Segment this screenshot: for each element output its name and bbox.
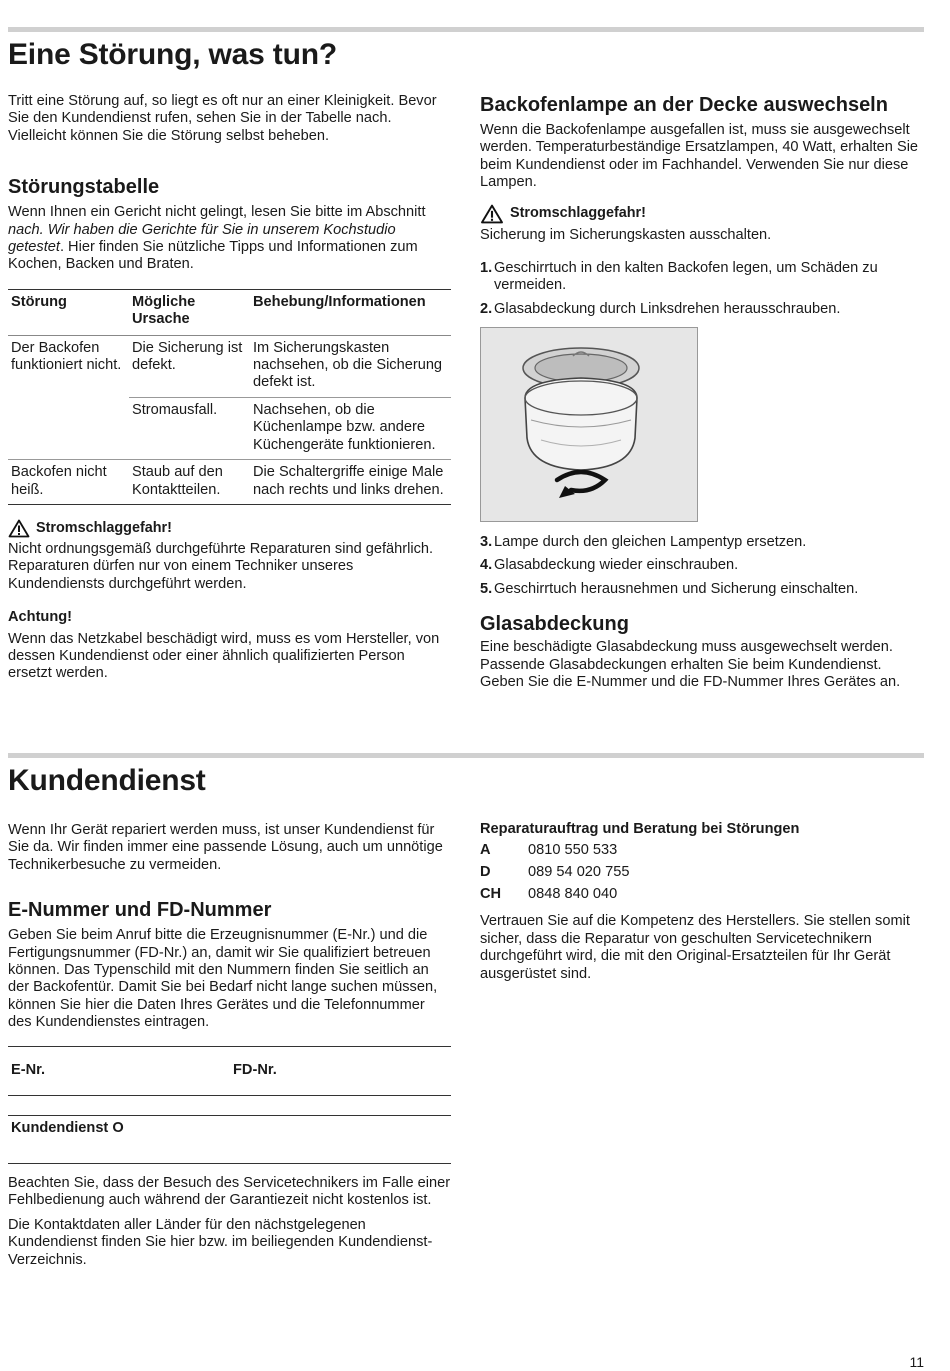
enr-title: E-Nummer und FD-Nummer <box>8 899 272 922</box>
section-rule-kundendienst <box>8 753 924 758</box>
lampe-steps-a <box>480 260 925 318</box>
table-cell-cause: Stromausfall. <box>129 397 250 459</box>
lampe-title: Backofenlampe an der Decke auswechseln <box>480 94 888 116</box>
page-number: 11 <box>909 1354 924 1370</box>
phone-country: D <box>480 864 491 881</box>
form-line-kd-bottom <box>8 1163 451 1164</box>
table-cell-fix: Im Sicherungskasten nachsehen, ob die Sicherung defekt ist. <box>250 335 451 397</box>
left-column-stoerung <box>8 93 451 683</box>
form-line-kd-top <box>8 1115 451 1116</box>
form-line-enr <box>8 1095 451 1096</box>
list-item <box>480 557 925 574</box>
warning-triangle-icon <box>480 204 504 224</box>
phone-number: 0810 550 533 <box>528 842 618 859</box>
phone-country: CH <box>480 886 502 903</box>
step-number: 3. <box>480 534 493 550</box>
step-text: Glasabdeckung durch Linksdrehen herausschrauben. <box>494 300 841 317</box>
table-header-ursache: Mögliche Ursache <box>129 289 250 335</box>
table-cell-cause: Staub auf den Kontaktteilen. <box>129 460 250 505</box>
phone-list <box>480 839 925 905</box>
phone-number: 089 54 020 755 <box>528 864 630 881</box>
enr-text: Geben Sie beim Anruf bitte die Erzeugnisnummer (E-Nr.) und die Fertigungsnummer (FD-Nr.) an, damit wir Sie qualifiziert betreuen können. Das Typenschild mit den Nummern finden Sie seitlich an der Backofentür. Damit Sie bei Bedarf nicht lange suchen müssen, können Sie hier die Daten Ihres Gerätes und die Telefonnummer des Kundendienstes eintragen. <box>8 927 438 1031</box>
table-intro-part-a: Wenn Ihnen ein Gericht nicht gelingt, lesen Sie bitte im Abschnitt <box>8 204 426 221</box>
section-rule-top <box>8 27 924 32</box>
step-text: Geschirrtuch in den kalten Backofen legen, um Schäden zu vermeiden. <box>494 260 878 294</box>
list-item <box>480 301 925 318</box>
table-intro-emphasis: nach. Wir haben die Gerichte für Sie in unserem Kochstudio getestet <box>8 221 396 256</box>
table-cell-fix: Nachsehen, ob die Küchenlampe bzw. andere Küchengeräte funktionieren. <box>250 397 451 459</box>
table-intro-part-b: . Hier finden Sie nützliche Tipps und Informationen zum Kochen, Backen und Braten. <box>8 239 418 273</box>
list-item <box>480 581 925 598</box>
stoerungstabelle-title: Störungstabelle <box>8 176 160 199</box>
table-cell-problem <box>8 397 129 459</box>
step-number: 5. <box>480 580 493 597</box>
kundendienst-label: Kundendienst O <box>11 1120 124 1136</box>
warning-triangle-icon <box>8 519 30 538</box>
page-title-kundendienst: Kundendienst <box>8 764 206 797</box>
note-kontaktdaten: Die Kontaktdaten aller Länder für den nächstgelegenen Kundendienst finden Sie hier bzw. im beiliegenden Kundendienst-Verzeichnis. <box>8 1216 433 1268</box>
lampe-steps-b <box>480 534 925 598</box>
table-header-row <box>8 289 451 335</box>
list-item <box>480 883 925 905</box>
table-row <box>8 335 451 397</box>
warning-text: Nicht ordnungsgemäß durchgeführte Reparaturen sind gefährlich. Reparaturen dürfen nur von einem Techniker unseres Kundendiensts durchgeführt werden. <box>8 540 434 592</box>
caution-label: Achtung! <box>8 609 73 626</box>
form-line-top <box>8 1046 451 1047</box>
lampe-intro: Wenn die Backofenlampe ausgefallen ist, muss sie ausgewechselt werden. Temperaturbeständige Ersatzlampen, 40 Watt, erhalten Sie beim Kundendienst oder im Fachhandel. Verwenden Sie nur diese Lampen. <box>480 122 919 191</box>
table-row <box>8 460 451 505</box>
lampe-warning <box>480 204 925 224</box>
repair-title: Reparaturauftrag und Beratung bei Störungen <box>480 821 800 837</box>
list-item <box>480 839 925 861</box>
kundendienst-intro: Wenn Ihr Gerät repariert werden muss, ist unser Kundendienst für Sie da. Wir finden immer eine passende Lösung, auch um unnötige Technikerbesuche zu vermeiden. <box>8 822 443 873</box>
table-header-stoerung: Störung <box>8 289 129 335</box>
enr-label: E-Nr. <box>11 1062 46 1078</box>
phone-country: A <box>480 842 491 859</box>
left-column-kundendienst <box>8 822 451 1032</box>
step-number: 2. <box>480 300 493 317</box>
warning-stromschlag <box>8 519 451 538</box>
step-text: Lampe durch den gleichen Lampentyp ersetzen. <box>494 534 807 550</box>
lampe-warning-label: Stromschlaggefahr! <box>510 204 646 221</box>
note-garantie: Beachten Sie, dass der Besuch des Servicetechnikers im Falle einer Fehlbedienung auch während der Garantiezeit nicht kostenlos ist. <box>8 1175 451 1209</box>
warning-label: Stromschlaggefahr! <box>36 519 172 536</box>
step-number: 4. <box>480 557 493 574</box>
stoerungstabelle <box>8 289 451 505</box>
glasabdeckung-title: Glasabdeckung <box>480 613 629 636</box>
table-cell-problem: Backofen nicht heiß. <box>8 460 129 505</box>
page-title-stoerung: Eine Störung, was tun? <box>8 38 337 71</box>
glasabdeckung-text: Eine beschädigte Glasabdeckung muss ausgewechselt werden. Passende Glasabdeckungen erhalten Sie beim Kundendienst. Geben Sie die E-Nummer und die FD-Nummer Ihres Gerätes an. <box>480 639 901 691</box>
step-text: Glasabdeckung wieder einschrauben. <box>494 557 739 574</box>
right-column-lampe-continued <box>480 534 925 691</box>
phone-number: 0848 840 040 <box>528 886 618 903</box>
lamp-illustration <box>480 327 698 522</box>
stoerungstabelle-intro <box>8 204 451 274</box>
caution-text: Wenn das Netzkabel beschädigt wird, muss es vom Hersteller, von dessen Kundendienst oder einer ähnlich qualifizierten Person ersetzt werden. <box>8 630 440 682</box>
list-item <box>480 260 925 295</box>
table-cell-fix: Die Schaltergriffe einige Male nach rechts und links drehen. <box>250 460 451 505</box>
table-row <box>8 397 451 459</box>
trust-text: Vertrauen Sie auf die Kompetenz des Herstellers. Sie stellen somit sicher, dass die Reparatur von geschulten Servicetechnikern durchgeführt wird, die mit den Original-Ersatzteilen für Ihr Gerät ausgerüstet sind. <box>480 913 910 982</box>
list-item <box>480 534 925 551</box>
table-cell-cause: Die Sicherung ist defekt. <box>129 335 250 397</box>
lampe-warning-text: Sicherung im Sicherungskasten ausschalten. <box>480 226 772 243</box>
kundendienst-notes <box>8 1175 451 1269</box>
lamp-cover-image <box>481 328 697 521</box>
right-column-kundendienst <box>480 821 925 983</box>
step-number: 1. <box>480 260 493 277</box>
list-item <box>480 861 925 883</box>
right-column-lampe <box>480 93 925 324</box>
stoerung-intro: Tritt eine Störung auf, so liegt es oft nur an einer Kleinigkeit. Bevor Sie den Kundendienst rufen, sehen Sie in der Tabelle nach. Vielleicht können Sie die Störung selbst beheben. <box>8 93 437 144</box>
table-cell-problem: Der Backofen funktioniert nicht. <box>11 339 122 374</box>
step-text: Geschirrtuch herausnehmen und Sicherung einschalten. <box>494 580 859 597</box>
fdnr-label: FD-Nr. <box>233 1062 277 1078</box>
table-header-behebung: Behebung/Informationen <box>250 289 451 335</box>
